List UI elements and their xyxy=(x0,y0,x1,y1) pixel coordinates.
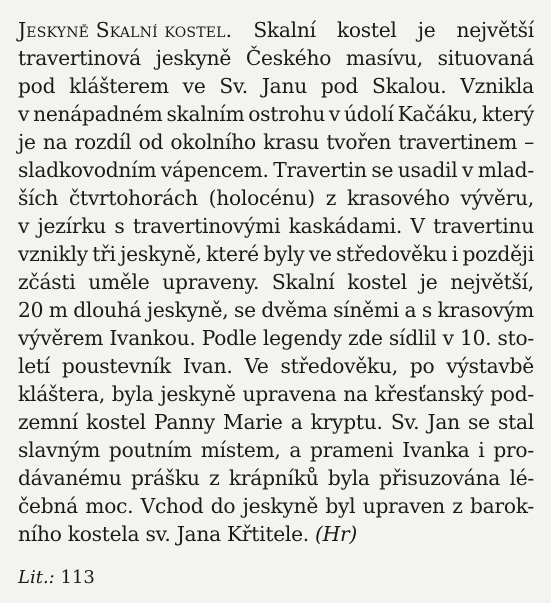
text-line xyxy=(18,128,534,156)
word: byla xyxy=(111,382,154,406)
word: čtvrtohorách xyxy=(68,186,198,210)
word: ších xyxy=(18,186,59,210)
word: situovaná xyxy=(437,46,534,70)
word: Podle xyxy=(201,326,257,350)
word: upraveny. xyxy=(162,270,260,294)
word: kryptu. xyxy=(310,410,383,434)
word: nenápadném xyxy=(33,102,163,126)
word: i xyxy=(451,242,459,266)
word: Janu xyxy=(261,74,307,98)
word: rozdíl xyxy=(74,130,132,154)
word: se xyxy=(233,298,256,322)
word: výstavbě xyxy=(446,354,534,378)
word: tvořen xyxy=(326,130,392,154)
word: m xyxy=(48,298,68,322)
text-line xyxy=(18,408,534,436)
word: středověku xyxy=(336,242,448,266)
word: Skalní xyxy=(271,270,335,294)
word: sídlil xyxy=(388,326,437,350)
word: krápníků xyxy=(228,466,319,490)
word: vývěrem xyxy=(18,326,104,350)
word: v xyxy=(18,102,30,126)
entry-headword: Jeskyně Skalní kostel. xyxy=(18,18,233,42)
word: údolí xyxy=(343,102,394,126)
word: vznikly xyxy=(18,242,88,266)
word: dvěma xyxy=(261,298,328,322)
literature-value: 113 xyxy=(60,567,95,588)
word: dávanému xyxy=(18,466,122,490)
encyclopedia-entry xyxy=(18,16,534,548)
word: Ivan. xyxy=(182,354,233,378)
word: Kačáku, xyxy=(397,102,478,126)
author-initials: (Hr) xyxy=(314,522,357,546)
word: Marie xyxy=(223,410,283,434)
word: Skalní xyxy=(253,18,316,42)
text-line xyxy=(18,16,534,44)
word: klášterem xyxy=(69,74,169,98)
word: které xyxy=(206,242,259,266)
word: z xyxy=(209,466,220,490)
word: zde xyxy=(347,326,383,350)
word: jezírku xyxy=(37,214,106,238)
word: 20 xyxy=(18,298,44,322)
word: V xyxy=(410,214,425,238)
word: vápencem. xyxy=(160,158,269,182)
word: travertinová xyxy=(18,46,141,70)
word: travertinu xyxy=(433,214,534,238)
word: usadil xyxy=(397,158,458,182)
word: ve xyxy=(182,74,206,98)
text-line xyxy=(18,380,534,408)
text-line xyxy=(18,492,534,520)
word: prášku xyxy=(130,466,200,490)
word: moc. xyxy=(85,494,134,518)
word: křesťanský xyxy=(374,382,484,406)
word: Ivanka xyxy=(402,438,470,462)
word: legendy xyxy=(262,326,342,350)
word: kostel xyxy=(86,410,146,434)
text-line xyxy=(18,352,534,380)
word: uměle xyxy=(88,270,150,294)
word: kostel xyxy=(336,18,397,42)
word: s xyxy=(421,298,432,322)
word: do xyxy=(210,494,236,518)
word: zemní xyxy=(18,410,78,434)
word: slavným xyxy=(18,438,101,462)
word: byly xyxy=(263,242,305,266)
word: krasovým xyxy=(437,298,534,322)
word: Českého xyxy=(245,46,332,70)
word: síněmi xyxy=(333,298,399,322)
word: sladkovodním xyxy=(18,158,157,182)
word: lé- xyxy=(509,466,534,490)
word: pod- xyxy=(490,382,534,406)
word: sto- xyxy=(497,326,534,350)
word: na xyxy=(343,382,368,406)
word: Sv. xyxy=(219,74,248,98)
word: upravena xyxy=(242,382,337,406)
word: v xyxy=(462,158,474,182)
text-line xyxy=(18,464,534,492)
text-line xyxy=(18,324,534,352)
word: stal xyxy=(498,410,534,434)
word: – xyxy=(524,130,534,154)
word: Panny xyxy=(154,410,215,434)
word: pod xyxy=(18,74,56,98)
word: největší xyxy=(456,18,534,42)
word: z xyxy=(452,494,463,518)
word: dlouhá xyxy=(73,298,142,322)
word: Sv. xyxy=(390,410,420,434)
text-line xyxy=(18,520,534,548)
word: kostel xyxy=(347,270,407,294)
text-line xyxy=(18,212,534,240)
word: Skalou. xyxy=(372,74,447,98)
word: z xyxy=(325,186,337,210)
word: upraven xyxy=(362,494,445,518)
literature-label: Lit.: xyxy=(18,567,55,588)
word: tři xyxy=(92,242,116,266)
word: (holocénu) xyxy=(208,186,315,210)
word: jeskyně xyxy=(155,46,232,70)
word: ve xyxy=(308,242,332,266)
word: je xyxy=(18,130,36,154)
word: od xyxy=(138,130,164,154)
word: s xyxy=(114,214,125,238)
word: kláštera, xyxy=(18,382,105,406)
word: 10. xyxy=(459,326,492,350)
word: byl xyxy=(325,494,356,518)
word: zčásti xyxy=(18,270,76,294)
word: jeskyně, xyxy=(120,242,202,266)
last-line-text: ního kostela sv. Jana Křtitele. xyxy=(18,522,309,546)
word: Vznikla xyxy=(460,74,534,98)
word: Vchod xyxy=(140,494,204,518)
word: jeskyně xyxy=(242,494,319,518)
word: v xyxy=(18,214,30,238)
text-line xyxy=(18,268,534,296)
word: pro- xyxy=(493,438,534,462)
word: a xyxy=(289,438,302,462)
word: a xyxy=(290,410,303,434)
word: ostrohu xyxy=(248,102,325,126)
word: Ve xyxy=(244,354,269,378)
word: krasového xyxy=(346,186,450,210)
word: který xyxy=(481,102,534,126)
word: největší, xyxy=(450,270,534,294)
word: okolního xyxy=(170,130,256,154)
word: byla xyxy=(327,466,370,490)
word: se xyxy=(371,158,394,182)
text-line xyxy=(18,156,534,184)
word: se xyxy=(468,410,490,434)
literature-reference xyxy=(18,567,95,588)
word: v xyxy=(328,102,341,126)
word: poustevník xyxy=(61,354,171,378)
text-line xyxy=(18,240,534,268)
word: na xyxy=(42,130,68,154)
text-line xyxy=(18,296,534,324)
word: po xyxy=(409,354,435,378)
word: pod xyxy=(320,74,359,98)
word: prameni xyxy=(310,438,394,462)
word: mlad- xyxy=(477,158,534,182)
word: je xyxy=(417,18,436,42)
text-line xyxy=(18,44,534,72)
text-line xyxy=(18,100,534,128)
word: je xyxy=(419,270,438,294)
text-line xyxy=(18,72,534,100)
word: kaskádami. xyxy=(288,214,403,238)
word: středověku, xyxy=(280,354,398,378)
word: a xyxy=(404,298,417,322)
word: travertinovými xyxy=(132,214,281,238)
word: poutním xyxy=(108,438,192,462)
word: Jan xyxy=(427,410,460,434)
word: v xyxy=(442,326,454,350)
word: i xyxy=(478,438,485,462)
text-line xyxy=(18,436,534,464)
word: barok- xyxy=(469,494,534,518)
word: krasu xyxy=(263,130,320,154)
word: přisuzována xyxy=(379,466,501,490)
word: vývěru, xyxy=(460,186,534,210)
word: místem, xyxy=(200,438,281,462)
word: jeskyně, xyxy=(146,298,229,322)
word: letí xyxy=(18,354,50,378)
word: Travertin xyxy=(273,158,367,182)
word: jeskyně xyxy=(160,382,236,406)
word: čebná xyxy=(18,494,78,518)
word: Ivankou. xyxy=(109,326,196,350)
word: později xyxy=(462,242,534,266)
word: travertinem xyxy=(398,130,517,154)
word: masívu, xyxy=(345,46,423,70)
word: skalním xyxy=(166,102,245,126)
text-line xyxy=(18,184,534,212)
